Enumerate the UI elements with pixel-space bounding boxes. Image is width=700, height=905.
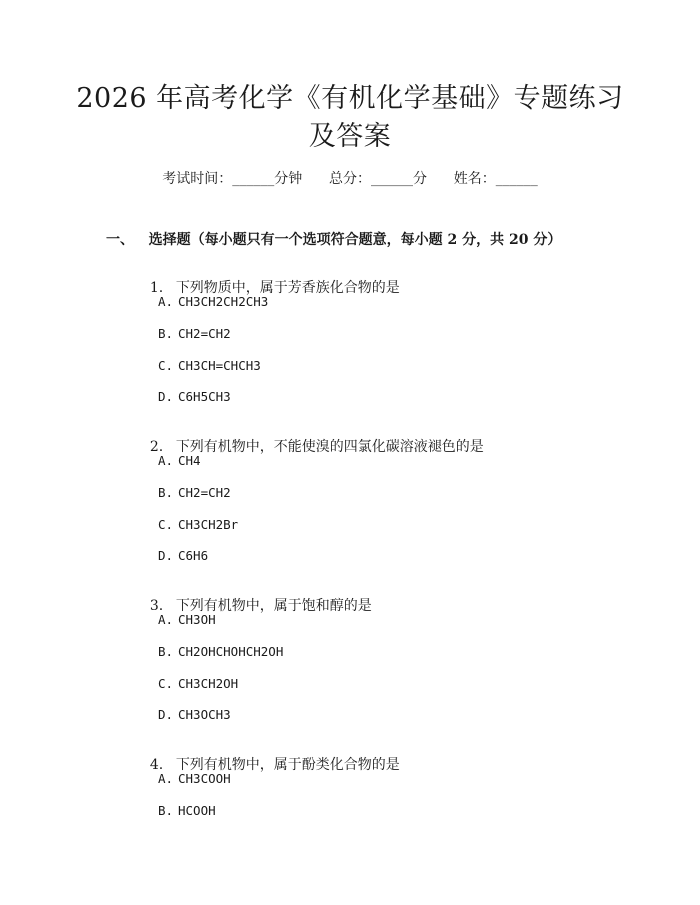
option-letter: A. xyxy=(158,612,174,627)
question-number: 2. xyxy=(149,439,164,455)
question-text: 下列有机物中，属于酚类化合物的是 xyxy=(175,757,400,773)
page-title-line-1: 2026 年高考化学《有机化学基础》专题练习 xyxy=(76,83,624,114)
question-2-option-d xyxy=(158,548,208,563)
option-text: CH3OH xyxy=(178,612,216,627)
option-text: CH3CH2Br xyxy=(178,517,239,532)
question-text: 下列有机物中，属于饱和醇的是 xyxy=(175,598,372,614)
question-number: 3. xyxy=(149,598,164,614)
option-text: CH3CH2OH xyxy=(178,676,239,691)
question-3-option-a xyxy=(158,612,216,627)
option-letter: B. xyxy=(158,326,174,341)
question-2-option-b xyxy=(158,485,231,500)
question-1-option-c xyxy=(158,358,261,373)
question-1-option-b xyxy=(158,326,231,341)
option-text: CH2=CH2 xyxy=(178,326,231,341)
page-title-line-2: 及答案 xyxy=(308,121,392,152)
option-text: CH3COOH xyxy=(178,771,231,786)
question-2-option-a xyxy=(158,453,201,468)
question-3-option-d xyxy=(158,707,231,722)
section-heading: 一、 选择题（每小题只有一个选项符合题意，每小题 2 分，共 20 分） xyxy=(106,232,562,248)
option-letter: A. xyxy=(158,771,174,786)
option-letter: C. xyxy=(158,517,174,532)
option-text: CH2OHCHOHCH2OH xyxy=(178,644,284,659)
option-letter: B. xyxy=(158,803,174,818)
question-text: 下列有机物中，不能使溴的四氯化碳溶液褪色的是 xyxy=(175,439,484,455)
exam-meta-line: 考试时间：______分钟 总分：______分 姓名：______ xyxy=(162,171,538,187)
option-text: HCOOH xyxy=(178,803,216,818)
option-text: CH3CH2CH2CH3 xyxy=(178,294,269,309)
option-letter: A. xyxy=(158,294,174,309)
option-text: CH4 xyxy=(178,453,201,468)
option-text: CH3CH=CHCH3 xyxy=(178,358,261,373)
option-letter: D. xyxy=(158,389,174,404)
option-letter: C. xyxy=(158,676,174,691)
question-text: 下列物质中，属于芳香族化合物的是 xyxy=(175,280,400,296)
question-1-option-a xyxy=(158,294,268,309)
option-letter: B. xyxy=(158,644,174,659)
question-3-option-b xyxy=(158,644,283,659)
question-4-option-b xyxy=(158,803,216,818)
question-4-option-a xyxy=(158,771,231,786)
question-number: 4. xyxy=(149,757,164,773)
option-text: C6H6 xyxy=(178,548,209,563)
question-3-option-c xyxy=(158,676,238,691)
option-letter: D. xyxy=(158,707,174,722)
option-letter: B. xyxy=(158,485,174,500)
option-text: C6H5CH3 xyxy=(178,389,231,404)
option-letter: C. xyxy=(158,358,174,373)
option-text: CH2=CH2 xyxy=(178,485,231,500)
option-text: CH3OCH3 xyxy=(178,707,231,722)
option-letter: A. xyxy=(158,453,174,468)
question-2-option-c xyxy=(158,517,238,532)
question-number: 1. xyxy=(149,280,164,296)
option-letter: D. xyxy=(158,548,174,563)
question-1-option-d xyxy=(158,389,231,404)
